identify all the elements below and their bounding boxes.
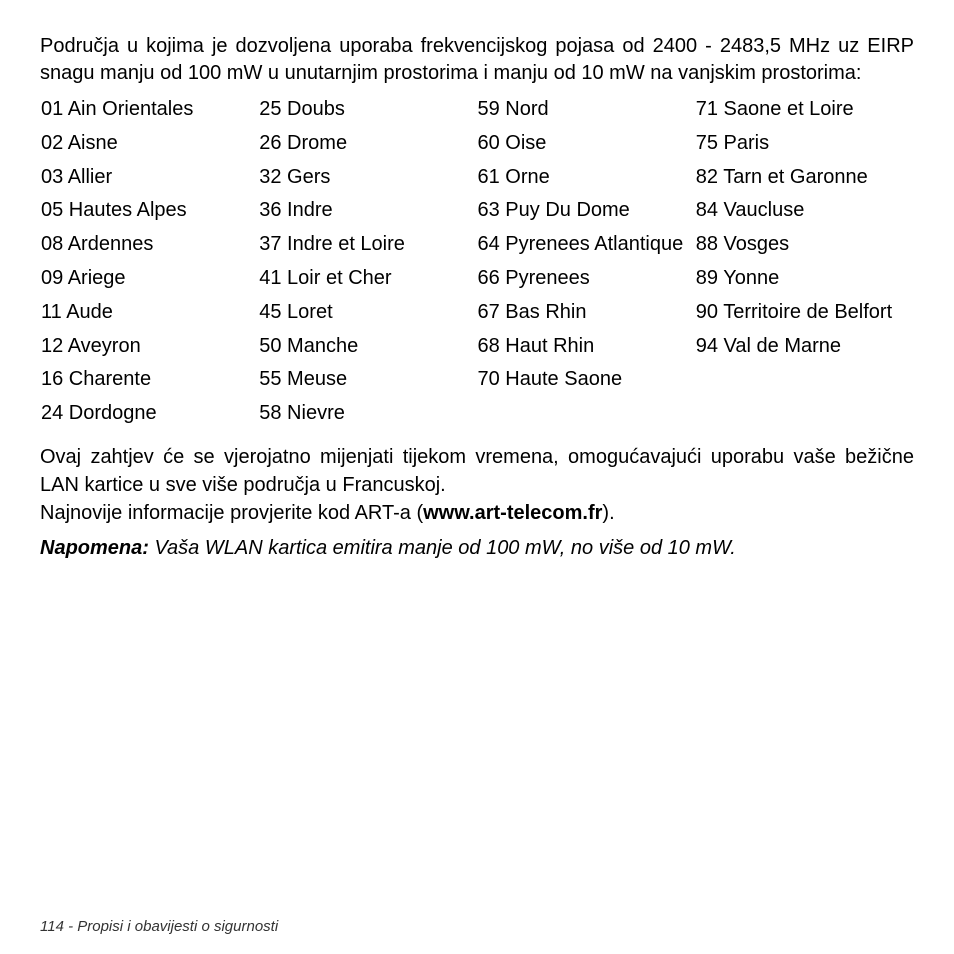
- department-item: 68 Haut Rhin: [477, 334, 595, 357]
- info-suffix: ).: [602, 501, 615, 524]
- department-item: 82 Tarn et Garonne: [695, 165, 868, 188]
- department-item: 25 Doubs: [259, 98, 345, 120]
- department-item: 55 Meuse: [259, 368, 348, 391]
- department-item: 88 Vosges: [695, 233, 790, 256]
- department-item: 71 Saone et Loire: [695, 98, 854, 120]
- department-column-3: [478, 95, 696, 433]
- department-item: 01 Ain Orientales: [41, 98, 194, 120]
- info-prefix: Najnovije informacije provjerite kod ART-a (: [40, 501, 424, 524]
- page-footer: 114 - Propisi i obavijesti o sigurnosti: [40, 918, 279, 935]
- department-item: 09 Ariege: [41, 266, 126, 289]
- department-item: 26 Drome: [259, 131, 348, 154]
- note-paragraph: [40, 534, 914, 562]
- department-item: 36 Indre: [259, 199, 333, 222]
- department-item: 24 Dordogne: [41, 402, 157, 425]
- department-item: 03 Allier: [41, 165, 113, 188]
- department-item: 66 Pyrenees: [477, 266, 590, 289]
- department-item: 70 Haute Saone: [477, 368, 623, 391]
- department-column-4: [696, 95, 914, 433]
- department-column-2: [259, 95, 477, 433]
- department-item: 60 Oise: [477, 131, 547, 154]
- department-item: 63 Puy Du Dome: [477, 199, 630, 222]
- note-text: Vaša WLAN kartica emitira manje od 100 mW, no više od 10 mW.: [148, 536, 736, 559]
- department-item: 41 Loir et Cher: [259, 266, 392, 289]
- department-item: 08 Ardennes: [41, 233, 154, 256]
- page-content: [40, 33, 914, 562]
- department-item: 61 Orne: [477, 165, 550, 188]
- department-item: 02 Aisne: [41, 131, 118, 154]
- department-list: [41, 95, 914, 433]
- department-item: 37 Indre et Loire: [259, 233, 405, 256]
- department-item: 75 Paris: [695, 131, 770, 154]
- department-item: 67 Bas Rhin: [477, 300, 587, 323]
- department-column-1: [41, 95, 259, 433]
- department-item: 45 Loret: [259, 300, 333, 323]
- department-item: 59 Nord: [477, 98, 549, 120]
- note-label: Napomena:: [40, 536, 149, 559]
- department-item: 16 Charente: [41, 368, 152, 391]
- department-item: 90 Territoire de Belfort: [695, 300, 893, 323]
- department-item: 58 Nievre: [259, 402, 345, 425]
- art-telecom-link[interactable]: www.art-telecom.fr: [423, 501, 603, 524]
- department-item: 89 Yonne: [695, 266, 780, 289]
- info-paragraph: [40, 499, 914, 527]
- change-notice-paragraph: Ovaj zahtjev će se vjerojatno mijenjati tijekom vremena, omogućavajući uporabu vaše bežične LAN kartice u sve više područja u Francuskoj.: [40, 445, 914, 496]
- department-item: 12 Aveyron: [41, 334, 141, 357]
- department-item: 94 Val de Marne: [695, 334, 842, 357]
- intro-paragraph: Područja u kojima je dozvoljena uporaba frekvencijskog pojasa od 2400 - 2483,5 MHz uz EIRP snagu manju od 100 mW u unutarnjim prostorima i manju od 10 mW na vanjskim prostorima:: [40, 35, 914, 84]
- department-item: 32 Gers: [259, 165, 331, 188]
- department-item: 64 Pyrenees Atlantique: [477, 233, 684, 256]
- department-item: 84 Vaucluse: [695, 199, 805, 222]
- department-item: 05 Hautes Alpes: [41, 199, 187, 222]
- department-item: 11 Aude: [41, 300, 113, 323]
- department-item: 50 Manche: [259, 334, 359, 357]
